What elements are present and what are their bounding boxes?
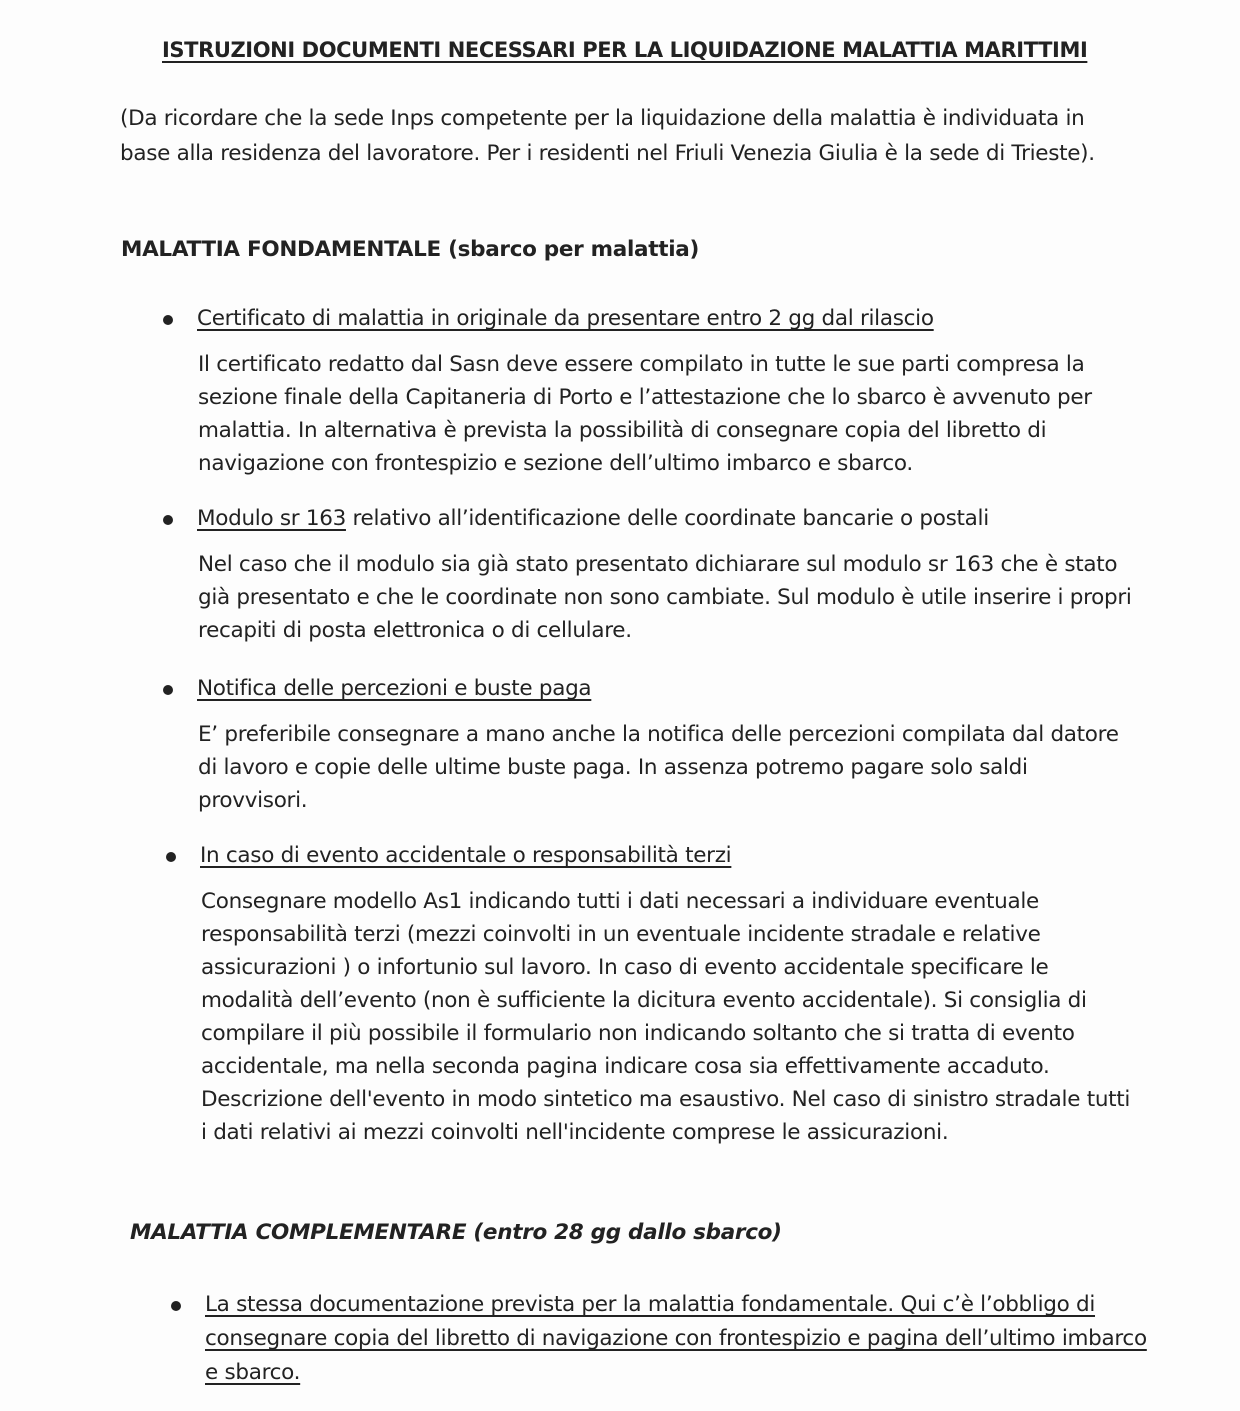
bullet-icon [163, 685, 173, 695]
section-heading-complementary: MALATTIA COMPLEMENTARE (entro 28 gg dallo sbarco) [130, 1220, 782, 1245]
bullet-icon [166, 852, 176, 862]
item-description: Consegnare modello As1 indicando tutti i dati necessari a individuare eventuale responsabilità terzi (mezzi coinvolti in un eventuale incidente stradale e relative assicurazioni ) o infortunio sul lavoro. In caso di evento accidentale specificare le modalità dell’evento (non è sufficiente la dicitura evento accidentale). Si consiglia di compilare il più possibile il formulario non indicando soltanto che si tratta di evento accidentale, ma nella seconda pagina indicare cosa sia effettivamente accaduto. Descrizione dell'evento in modo sintetico ma esaustivo. Nel caso di sinistro stradale tutti i dati relativi ai mezzi coinvolti nell'incidente comprese le assicurazioni. [201, 889, 1131, 1145]
item-heading-underlined: Modulo sr 163 [197, 506, 346, 531]
bullet-icon [163, 315, 173, 325]
item-heading: Notifica delle percezioni e buste paga [197, 676, 592, 701]
item-description: E’ preferibile consegnare a mano anche la notifica delle percezioni compilata dal datore di lavoro e copie delle ultime buste paga. In assenza potremo pagare solo saldi provvisori. [198, 722, 1119, 813]
intro-paragraph: (Da ricordare che la sede Inps competente per la liquidazione della malattia è individuata in base alla residenza del lavoratore. Per i residenti nel Friuli Venezia Giulia è la sede di Trieste). [120, 106, 1095, 166]
bullet-icon [163, 515, 173, 525]
list-item [163, 839, 1138, 1149]
item-heading-rest: relativo all’identificazione delle coordinate bancarie o postali [345, 506, 989, 531]
list-item [160, 502, 1140, 647]
section-heading-fundamental: MALATTIA FONDAMENTALE (sbarco per malattia) [121, 237, 700, 262]
document-title: ISTRUZIONI DOCUMENTI NECESSARI PER LA LIQUIDAZIONE MALATTIA MARITTIMI [162, 38, 1088, 62]
bullet-icon [171, 1301, 181, 1311]
list-item [160, 302, 1140, 480]
item-heading: In caso di evento accidentale o responsabilità terzi [200, 843, 732, 868]
item-description: Il certificato redatto dal Sasn deve essere compilato in tutte le sue parti compresa la sezione finale della Capitaneria di Porto e l’attestazione che lo sbarco è avvenuto per malattia. In alternativa è prevista la possibilità di consegnare copia del libretto di navigazione con frontespizio e sezione dell’ultimo imbarco e sbarco. [198, 352, 1092, 476]
item-heading [197, 502, 1140, 535]
item-heading: La stessa documentazione prevista per la malattia fondamentale. Qui c’è l’obbligo di consegnare copia del libretto di navigazione con frontespizio e pagina dell’ultimo imbarco e sbarco. [205, 1292, 1147, 1385]
list-item [168, 1288, 1148, 1390]
item-heading: Certificato di malattia in originale da presentare entro 2 gg dal rilascio [197, 306, 934, 331]
item-description: Nel caso che il modulo sia già stato presentato dichiarare sul modulo sr 163 che è stato già presentato e che le coordinate non sono cambiate. Sul modulo è utile inserire i propri recapiti di posta elettronica o di cellulare. [198, 552, 1132, 643]
list-item [160, 672, 1140, 817]
